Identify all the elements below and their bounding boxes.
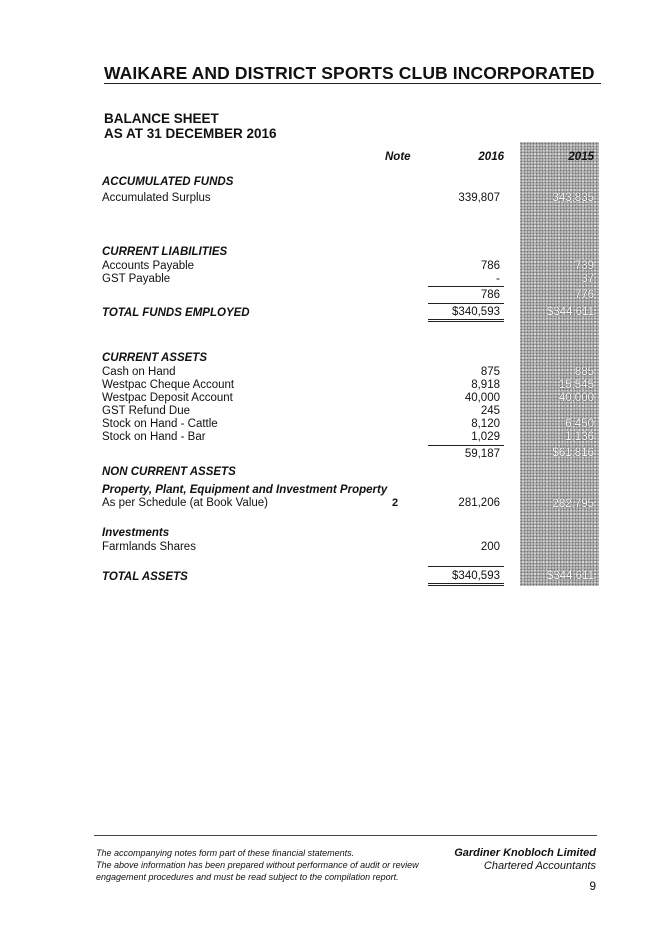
page-number: 9 [589, 879, 596, 893]
liabilities-subtotal-2016: 786 [480, 289, 500, 301]
subtotal-rule [428, 566, 504, 567]
ppe-2015: 282,795 [552, 498, 594, 510]
footer-note: engagement procedures and must be read subject to the compilation report. [96, 872, 399, 882]
total-funds-label: TOTAL FUNDS EMPLOYED [102, 307, 250, 319]
liability-2016: - [496, 273, 500, 285]
liability-2016: 786 [480, 260, 500, 272]
subtotal-rule [428, 303, 504, 304]
liability-label: Accounts Payable [102, 260, 195, 272]
total-funds-2016: $340,593 [452, 306, 500, 318]
liability-label: GST Payable [102, 273, 171, 285]
footer-rule [94, 835, 597, 836]
asset-2015: 15,545 [558, 379, 594, 391]
prior-year-shaded-column [520, 142, 599, 586]
farmlands-shares-label: Farmlands Shares [102, 541, 196, 553]
asset-2016: 875 [480, 366, 500, 378]
current-assets-heading: CURRENT ASSETS [102, 352, 207, 364]
asset-label: Cash on Hand [102, 366, 176, 378]
asset-label: Stock on Hand - Bar [102, 431, 206, 443]
farmlands-shares-2016: 200 [480, 541, 500, 553]
asset-2015: 885 [574, 366, 594, 378]
asset-2016: 40,000 [464, 392, 500, 404]
total-assets-2015: $344,611 [546, 570, 594, 582]
liability-2015: 37 [581, 273, 594, 285]
liabilities-subtotal-2015: 776 [574, 289, 594, 301]
non-current-assets-heading: NON CURRENT ASSETS [102, 466, 236, 478]
liability-2015: 739 [574, 260, 594, 272]
accumulated-surplus-label: Accumulated Surplus [102, 192, 211, 204]
ppe-2016: 281,206 [458, 497, 500, 509]
asset-2016: 8,918 [471, 379, 500, 391]
total-funds-2015: $344,611 [546, 306, 594, 318]
statement-date: AS AT 31 DECEMBER 2016 [104, 126, 277, 141]
asset-2016: 245 [480, 405, 500, 417]
current-assets-subtotal-2016: 59,187 [464, 448, 500, 460]
asset-label: Stock on Hand - Cattle [102, 418, 218, 430]
ppe-note-ref: 2 [392, 497, 399, 509]
current-liabilities-heading: CURRENT LIABILITIES [102, 246, 228, 258]
subtotal-rule [428, 286, 504, 287]
footer-note: The accompanying notes form part of these financial statements. [96, 848, 355, 858]
asset-2015: 6,450 [565, 418, 594, 430]
asset-label: Westpac Cheque Account [102, 379, 235, 391]
total-assets-label: TOTAL ASSETS [102, 571, 188, 583]
asset-label: Westpac Deposit Account [102, 392, 233, 404]
footer-note: The above information has been prepared without performance of audit or review [96, 860, 419, 870]
asset-2015: 40,000 [558, 392, 594, 404]
accumulated-funds-heading: ACCUMULATED FUNDS [102, 176, 234, 188]
accumulated-surplus-2015: 343,835 [552, 192, 594, 204]
ppe-heading: Property, Plant, Equipment and Investment Property [102, 484, 388, 496]
investments-heading: Investments [102, 527, 170, 539]
asset-2016: 1,029 [471, 431, 500, 443]
firm-name: Gardiner Knobloch Limited [454, 847, 596, 859]
accumulated-surplus-2016: 339,807 [458, 192, 500, 204]
current-year-header: 2016 [478, 151, 504, 163]
title-underline [104, 83, 601, 84]
asset-2016: 8,120 [471, 418, 500, 430]
firm-subtitle: Chartered Accountants [483, 860, 596, 872]
club-title: WAIKARE AND DISTRICT SPORTS CLUB INCORPORATED [104, 63, 595, 83]
total-assets-2016: $340,593 [452, 570, 500, 582]
note-column-header: Note [385, 151, 411, 163]
ppe-label: As per Schedule (at Book Value) [102, 497, 268, 509]
current-assets-subtotal-2015: $61,816 [552, 447, 594, 459]
subtotal-rule [428, 445, 504, 446]
statement-title: BALANCE SHEET [104, 111, 219, 126]
prior-year-header: 2015 [568, 151, 594, 163]
asset-2015: 1,136 [565, 431, 594, 443]
double-underline [428, 583, 504, 586]
asset-label: GST Refund Due [102, 405, 191, 417]
double-underline [428, 319, 504, 322]
